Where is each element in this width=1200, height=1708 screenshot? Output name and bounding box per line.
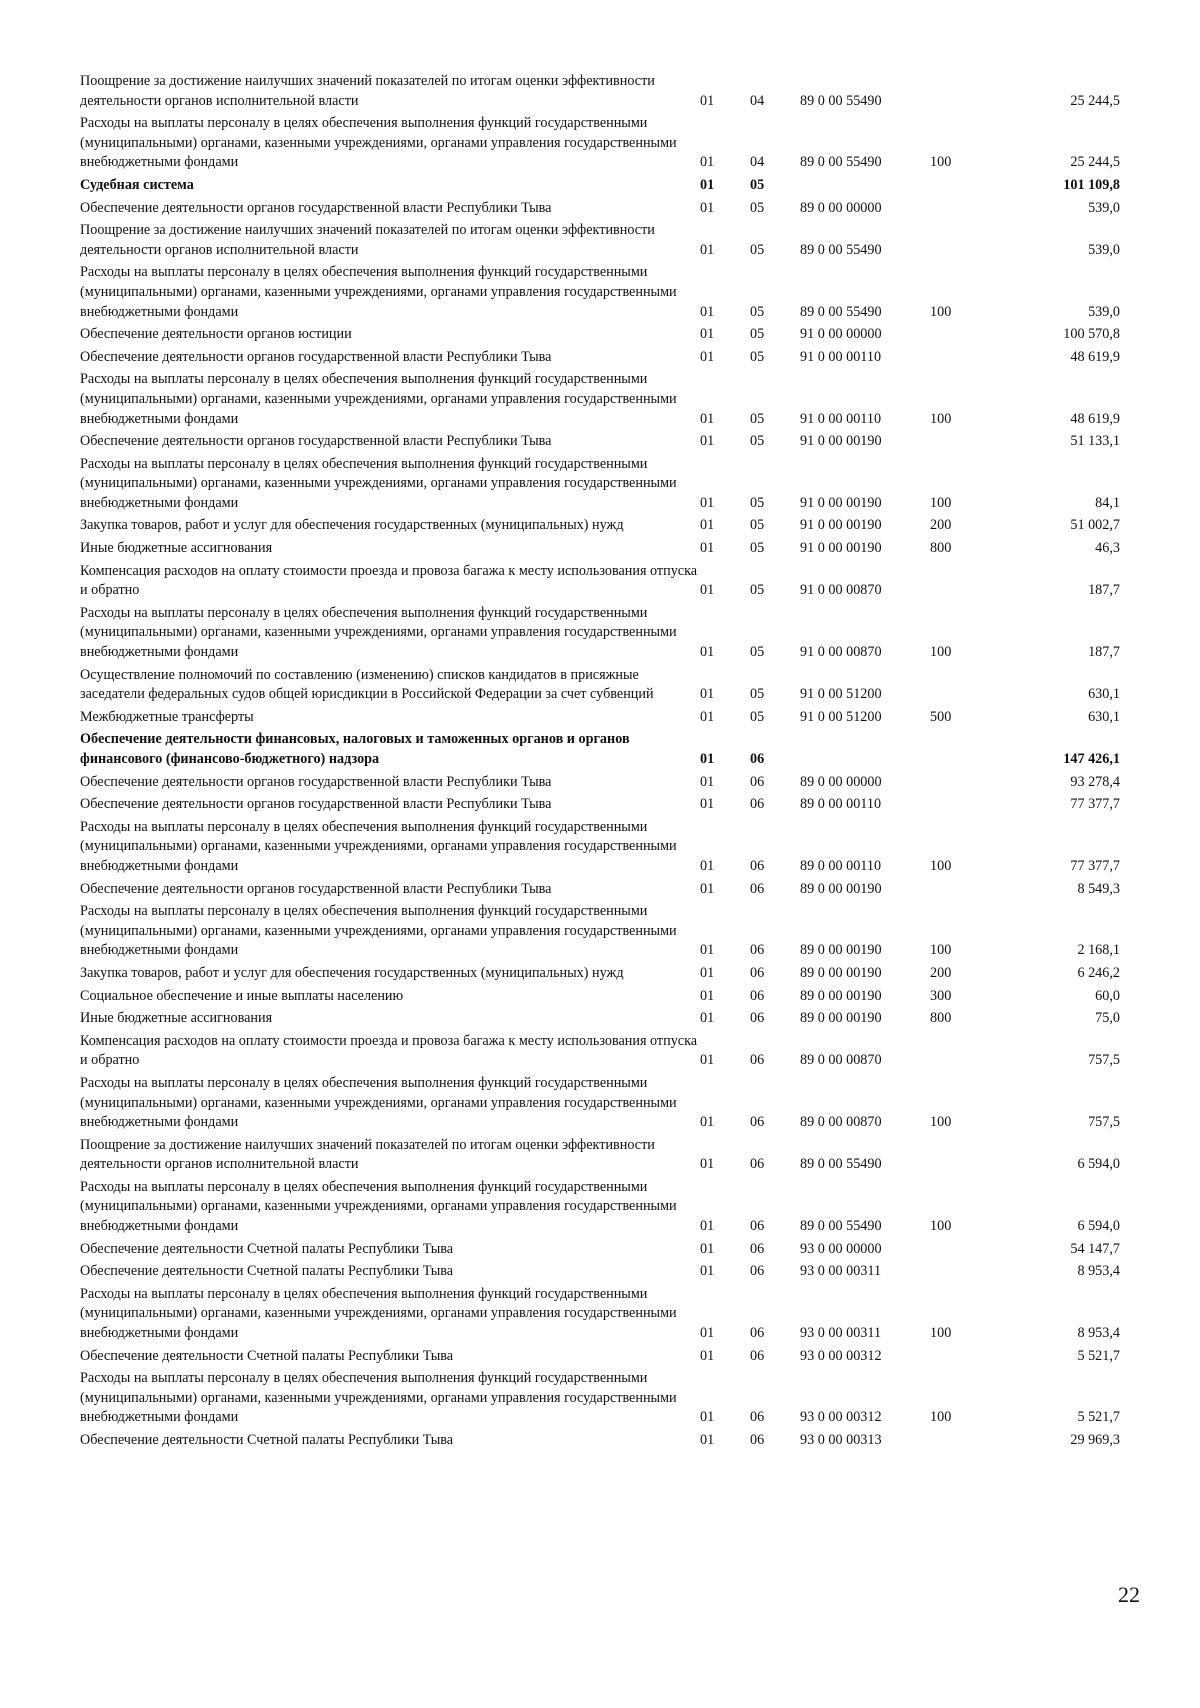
row-subsection-code: 06	[750, 796, 765, 813]
row-target-article: 93 0 00 00312	[800, 1409, 882, 1426]
row-subsection-code: 06	[750, 1409, 765, 1426]
row-section-code: 01	[700, 1409, 715, 1426]
table-row	[80, 1431, 1120, 1454]
row-subsection-code: 06	[750, 1432, 765, 1448]
table-row	[80, 176, 1120, 199]
row-section-code: 01	[700, 796, 715, 813]
row-name: Обеспечение деятельности Счетной палаты Республики Тыва	[80, 1240, 454, 1257]
row-section-code: 01	[700, 708, 715, 725]
row-amount: 60,0	[1095, 987, 1120, 1004]
row-target-article: 89 0 00 00110	[800, 857, 882, 874]
row-section-code: 01	[700, 1052, 715, 1069]
row-target-article: 89 0 00 55490	[800, 1156, 882, 1173]
row-expense-type: 100	[930, 1409, 952, 1426]
table-row	[80, 1347, 1120, 1370]
table-row	[80, 1178, 1120, 1240]
table-row	[80, 114, 1120, 176]
row-name: Иные бюджетные ассигнования	[80, 540, 273, 557]
row-expense-type	[930, 1262, 1000, 1285]
row-name: Расходы на выплаты персоналу в целях обеспечения выполнения функций государственными (муниципальными) органами, казенными учреждениями, органами управления государственными внебюджетными фондами	[80, 604, 677, 661]
row-amount: 29 969,3	[1070, 1432, 1120, 1448]
row-amount: 757,5	[1088, 1052, 1120, 1069]
row-target-article: 89 0 00 00190	[800, 964, 882, 981]
table-row	[80, 432, 1120, 455]
row-subsection-code: 05	[750, 540, 765, 557]
row-subsection-code: 06	[750, 1347, 765, 1364]
row-subsection-code: 06	[750, 1052, 765, 1069]
row-name: Обеспечение деятельности Счетной палаты Республики Тыва	[80, 1263, 454, 1280]
row-expense-type	[930, 432, 1000, 455]
row-section-code: 01	[700, 880, 715, 897]
row-target-article: 93 0 00 00312	[800, 1347, 882, 1364]
row-section-code: 01	[700, 582, 715, 599]
row-expense-type	[930, 795, 1000, 818]
row-subsection-code: 06	[750, 1240, 765, 1257]
row-amount: 5 521,7	[1077, 1409, 1120, 1426]
row-amount: 187,7	[1088, 644, 1120, 661]
row-section-code: 01	[700, 1218, 715, 1235]
row-target-article: 89 0 00 55490	[800, 92, 882, 109]
row-amount: 93 278,4	[1070, 773, 1120, 790]
row-target-article: 89 0 00 55490	[800, 303, 882, 320]
row-amount: 77 377,7	[1070, 857, 1120, 874]
row-target-article: 89 0 00 00870	[800, 1052, 882, 1069]
row-section-code: 01	[700, 494, 715, 511]
row-amount: 8 953,4	[1077, 1325, 1120, 1342]
row-section-code: 01	[700, 154, 715, 171]
row-amount: 77 377,7	[1070, 796, 1120, 813]
page-number: 22	[1118, 1582, 1140, 1607]
row-subsection-code: 06	[750, 1218, 765, 1235]
row-name: Компенсация расходов на оплату стоимости проезда и провоза багажа к месту использования отпуска и обратно	[80, 1032, 698, 1069]
row-section-code: 01	[700, 1010, 715, 1027]
row-target-article: 89 0 00 00000	[800, 773, 882, 790]
row-name: Поощрение за достижение наилучших значений показателей по итогам оценки эффективности деятельности органов исполнительной власти	[80, 1136, 655, 1173]
row-subsection-code: 06	[750, 1114, 765, 1131]
table-row	[80, 964, 1120, 987]
row-name: Расходы на выплаты персоналу в целях обеспечения выполнения функций государственными (муниципальными) органами, казенными учреждениями, органами управления государственными внебюджетными фондами	[80, 1074, 677, 1131]
row-target-article: 93 0 00 00311	[800, 1325, 882, 1342]
row-name: Обеспечение деятельности органов юстиции	[80, 326, 352, 343]
row-name: Обеспечение деятельности органов государственной власти Республики Тыва	[80, 433, 552, 450]
row-expense-type: 800	[930, 540, 952, 557]
row-subsection-code: 06	[750, 942, 765, 959]
row-amount: 2 168,1	[1077, 942, 1120, 959]
row-target-article: 91 0 00 00190	[800, 433, 882, 450]
row-subsection-code: 04	[750, 92, 765, 109]
row-expense-type	[930, 1347, 1000, 1370]
row-target-article: 89 0 00 00000	[800, 199, 882, 216]
table-row	[80, 666, 1120, 708]
row-section-code: 01	[700, 1347, 715, 1364]
table-row	[80, 1262, 1120, 1285]
row-name: Обеспечение деятельности органов государственной власти Республики Тыва	[80, 796, 552, 813]
row-name: Обеспечение деятельности Счетной палаты Республики Тыва	[80, 1432, 454, 1448]
row-name: Обеспечение деятельности финансовых, налоговых и таможенных органов и органов финансового (финансово-бюджетного) надзора	[80, 731, 630, 767]
row-section-code: 01	[700, 942, 715, 959]
row-target-article: 91 0 00 00190	[800, 517, 882, 534]
row-expense-type	[930, 1136, 1000, 1178]
row-subsection-code: 06	[750, 1263, 765, 1280]
table-row	[80, 455, 1120, 517]
row-name: Компенсация расходов на оплату стоимости проезда и провоза багажа к месту использования отпуска и обратно	[80, 562, 698, 599]
row-subsection-code: 06	[750, 1325, 765, 1342]
row-amount: 147 426,1	[1063, 751, 1120, 767]
row-target-article: 89 0 00 00190	[800, 987, 882, 1004]
table-row	[80, 1136, 1120, 1178]
row-amount: 630,1	[1088, 686, 1120, 703]
row-subsection-code: 06	[750, 857, 765, 874]
row-target-article: 93 0 00 00000	[800, 1240, 882, 1257]
row-name: Судебная система	[80, 176, 194, 193]
row-section-code: 01	[700, 1325, 715, 1342]
table-row	[80, 902, 1120, 964]
table-row	[80, 72, 1120, 114]
row-target-article: 93 0 00 00311	[800, 1263, 882, 1280]
row-section-code: 01	[700, 199, 715, 216]
row-subsection-code: 05	[750, 326, 765, 343]
row-expense-type	[930, 348, 1000, 371]
table-row	[80, 562, 1120, 604]
row-expense-type: 100	[930, 410, 952, 427]
row-section-code: 01	[700, 433, 715, 450]
table-row	[80, 1285, 1120, 1347]
row-target-article: 91 0 00 00190	[800, 540, 882, 557]
row-target-article: 91 0 00 00110	[800, 410, 882, 427]
row-amount: 8 549,3	[1077, 880, 1120, 897]
row-amount: 75,0	[1095, 1010, 1120, 1027]
row-amount: 48 619,9	[1070, 410, 1120, 427]
row-amount: 6 594,0	[1077, 1156, 1120, 1173]
row-target-article: 89 0 00 00190	[800, 1010, 882, 1027]
row-subsection-code: 05	[750, 582, 765, 599]
row-expense-type: 500	[930, 708, 952, 725]
row-name: Расходы на выплаты персоналу в целях обеспечения выполнения функций государственными (муниципальными) органами, казенными учреждениями, органами управления государственными внебюджетными фондами	[80, 264, 677, 320]
table-row	[80, 539, 1120, 562]
row-subsection-code: 05	[750, 199, 765, 216]
row-subsection-code: 06	[750, 1010, 765, 1027]
row-name: Расходы на выплаты персоналу в целях обеспечения выполнения функций государственными (муниципальными) органами, казенными учреждениями, органами управления государственными внебюджетными фондами	[80, 371, 677, 427]
row-expense-type	[930, 72, 1000, 114]
row-name: Обеспечение деятельности органов государственной власти Республики Тыва	[80, 880, 552, 897]
row-target-article: 91 0 00 00110	[800, 348, 882, 365]
row-subsection-code: 05	[750, 433, 765, 450]
table-row	[80, 263, 1120, 325]
table-row	[80, 348, 1120, 371]
table-row	[80, 795, 1120, 818]
row-target-article: 93 0 00 00313	[800, 1432, 882, 1448]
row-name: Закупка товаров, работ и услуг для обеспечения государственных (муниципальных) нужд	[80, 964, 624, 981]
row-section-code: 01	[700, 857, 715, 874]
row-name: Расходы на выплаты персоналу в целях обеспечения выполнения функций государственными (муниципальными) органами, казенными учреждениями, органами управления государственными внебюджетными фондами	[80, 818, 677, 874]
row-name: Межбюджетные трансферты	[80, 708, 254, 725]
row-expense-type	[930, 880, 1000, 903]
row-expense-type	[930, 773, 1000, 796]
row-section-code: 01	[700, 92, 715, 109]
row-expense-type: 200	[930, 964, 952, 981]
row-subsection-code: 06	[750, 964, 765, 981]
row-expense-type: 200	[930, 517, 952, 534]
row-target-article	[800, 730, 930, 772]
row-target-article: 89 0 00 55490	[800, 1218, 882, 1235]
row-subsection-code: 06	[750, 880, 765, 897]
row-expense-type	[930, 325, 1000, 348]
row-name: Расходы на выплаты персоналу в целях обеспечения выполнения функций государственными (муниципальными) органами, казенными учреждениями, органами управления государственными внебюджетными фондами	[80, 1178, 677, 1235]
row-name: Расходы на выплаты персоналу в целях обеспечения выполнения функций государственными (муниципальными) органами, казенными учреждениями, органами управления государственными внебюджетными фондами	[80, 903, 677, 959]
row-expense-type	[930, 666, 1000, 708]
row-amount: 630,1	[1088, 708, 1120, 725]
row-name: Поощрение за достижение наилучших значений показателей по итогам оценки эффективности деятельности органов исполнительной власти	[80, 73, 655, 109]
row-expense-type: 800	[930, 1010, 952, 1027]
row-expense-type	[930, 562, 1000, 604]
row-expense-type	[930, 1240, 1000, 1263]
row-expense-type	[930, 1431, 1000, 1454]
row-name: Расходы на выплаты персоналу в целях обеспечения выполнения функций государственными (муниципальными) органами, казенными учреждениями, органами управления государственными внебюджетными фондами	[80, 1285, 677, 1342]
row-expense-type: 100	[930, 1218, 952, 1235]
row-name: Расходы на выплаты персоналу в целях обеспечения выполнения функций государственными (муниципальными) органами, казенными учреждениями, органами управления государственными внебюджетными фондами	[80, 115, 677, 171]
row-amount: 25 244,5	[1070, 92, 1120, 109]
row-section-code: 01	[700, 1240, 715, 1257]
table-row	[80, 987, 1120, 1010]
row-section-code: 01	[700, 1432, 715, 1448]
row-target-article: 91 0 00 51200	[800, 708, 882, 725]
row-section-code: 01	[700, 326, 715, 343]
row-amount: 25 244,5	[1070, 154, 1120, 171]
row-name: Социальное обеспечение и иные выплаты населению	[80, 987, 404, 1004]
row-subsection-code: 06	[750, 987, 765, 1004]
row-amount: 51 133,1	[1070, 433, 1120, 450]
row-amount: 539,0	[1088, 241, 1120, 258]
table-row	[80, 1074, 1120, 1136]
row-amount: 48 619,9	[1070, 348, 1120, 365]
table-row	[80, 1009, 1120, 1032]
row-section-code: 01	[700, 348, 715, 365]
row-expense-type: 100	[930, 494, 952, 511]
row-subsection-code: 05	[750, 303, 765, 320]
row-target-article: 89 0 00 00190	[800, 942, 882, 959]
row-target-article: 91 0 00 00870	[800, 582, 882, 599]
row-expense-type: 100	[930, 644, 952, 661]
budget-table	[80, 72, 1120, 1454]
row-section-code: 01	[700, 540, 715, 557]
row-section-code: 01	[700, 644, 715, 661]
row-target-article: 89 0 00 00870	[800, 1114, 882, 1131]
row-target-article: 89 0 00 55490	[800, 241, 882, 258]
row-amount: 6 594,0	[1077, 1218, 1120, 1235]
row-amount: 46,3	[1095, 540, 1120, 557]
table-row	[80, 604, 1120, 666]
row-name: Закупка товаров, работ и услуг для обеспечения государственных (муниципальных) нужд	[80, 517, 624, 534]
row-expense-type: 300	[930, 987, 952, 1004]
row-subsection-code: 05	[750, 410, 765, 427]
row-section-code: 01	[700, 1156, 715, 1173]
row-subsection-code: 04	[750, 154, 765, 171]
row-target-article: 91 0 00 00000	[800, 326, 882, 343]
row-section-code: 01	[700, 686, 715, 703]
row-target-article	[800, 176, 930, 199]
row-amount: 51 002,7	[1070, 517, 1120, 534]
row-name: Осуществление полномочий по составлению (изменению) списков кандидатов в присяжные заседатели федеральных судов общей юрисдикции в Российской Федерации за счет субвенций	[80, 666, 654, 703]
row-expense-type	[930, 199, 1000, 222]
table-row	[80, 880, 1120, 903]
row-subsection-code: 05	[750, 176, 765, 193]
row-name: Обеспечение деятельности органов государственной власти Республики Тыва	[80, 348, 552, 365]
row-section-code: 01	[700, 751, 715, 767]
row-amount: 187,7	[1088, 582, 1120, 599]
table-row	[80, 370, 1120, 432]
row-section-code: 01	[700, 773, 715, 790]
row-amount: 101 109,8	[1063, 176, 1120, 193]
row-expense-type: 100	[930, 942, 952, 959]
row-subsection-code: 06	[750, 773, 765, 790]
table-row	[80, 773, 1120, 796]
row-target-article: 89 0 00 00110	[800, 796, 882, 813]
row-subsection-code: 06	[750, 1156, 765, 1173]
row-expense-type: 100	[930, 1325, 952, 1342]
row-target-article: 89 0 00 00190	[800, 880, 882, 897]
budget-table-body	[80, 72, 1120, 1454]
row-section-code: 01	[700, 303, 715, 320]
row-name: Обеспечение деятельности органов государственной власти Республики Тыва	[80, 199, 552, 216]
row-expense-type: 100	[930, 154, 952, 171]
row-amount: 539,0	[1088, 199, 1120, 216]
row-target-article: 91 0 00 00190	[800, 494, 882, 511]
row-amount: 757,5	[1088, 1114, 1120, 1131]
row-amount: 539,0	[1088, 303, 1120, 320]
row-subsection-code: 05	[750, 494, 765, 511]
row-name: Иные бюджетные ассигнования	[80, 1010, 273, 1027]
table-row	[80, 516, 1120, 539]
row-name: Обеспечение деятельности органов государственной власти Республики Тыва	[80, 773, 552, 790]
row-section-code: 01	[700, 410, 715, 427]
row-expense-type	[930, 221, 1000, 263]
row-expense-type: 100	[930, 857, 952, 874]
row-section-code: 01	[700, 987, 715, 1004]
row-subsection-code: 05	[750, 517, 765, 534]
row-subsection-code: 05	[750, 644, 765, 661]
row-amount: 8 953,4	[1077, 1263, 1120, 1280]
row-section-code: 01	[700, 1114, 715, 1131]
row-section-code: 01	[700, 241, 715, 258]
row-name: Расходы на выплаты персоналу в целях обеспечения выполнения функций государственными (муниципальными) органами, казенными учреждениями, органами управления государственными внебюджетными фондами	[80, 455, 677, 511]
row-section-code: 01	[700, 1263, 715, 1280]
row-expense-type	[930, 1032, 1000, 1074]
row-amount: 54 147,7	[1070, 1240, 1120, 1257]
row-subsection-code: 05	[750, 241, 765, 258]
table-row	[80, 1240, 1120, 1263]
row-section-code: 01	[700, 517, 715, 534]
row-amount: 6 246,2	[1077, 964, 1120, 981]
table-row	[80, 818, 1120, 880]
row-name: Расходы на выплаты персоналу в целях обеспечения выполнения функций государственными (муниципальными) органами, казенными учреждениями, органами управления государственными внебюджетными фондами	[80, 1370, 677, 1426]
table-row	[80, 1032, 1120, 1074]
row-expense-type: 100	[930, 1114, 952, 1131]
row-subsection-code: 05	[750, 348, 765, 365]
row-name: Обеспечение деятельности Счетной палаты Республики Тыва	[80, 1347, 454, 1364]
row-expense-type: 100	[930, 303, 952, 320]
row-section-code: 01	[700, 176, 715, 193]
row-subsection-code: 05	[750, 686, 765, 703]
row-name: Поощрение за достижение наилучших значений показателей по итогам оценки эффективности деятельности органов исполнительной власти	[80, 222, 655, 258]
row-amount: 84,1	[1095, 494, 1120, 511]
table-row	[80, 730, 1120, 772]
table-row	[80, 221, 1120, 263]
row-amount: 5 521,7	[1077, 1347, 1120, 1364]
row-subsection-code: 05	[750, 708, 765, 725]
row-expense-type	[930, 730, 1000, 772]
table-row	[80, 325, 1120, 348]
row-target-article: 89 0 00 55490	[800, 154, 882, 171]
table-row	[80, 1369, 1120, 1431]
row-target-article: 91 0 00 00870	[800, 644, 882, 661]
row-amount: 100 570,8	[1063, 326, 1120, 343]
row-target-article: 91 0 00 51200	[800, 686, 882, 703]
table-row	[80, 708, 1120, 731]
table-row	[80, 199, 1120, 222]
row-subsection-code: 06	[750, 751, 765, 767]
row-section-code: 01	[700, 964, 715, 981]
row-expense-type	[930, 176, 1000, 199]
